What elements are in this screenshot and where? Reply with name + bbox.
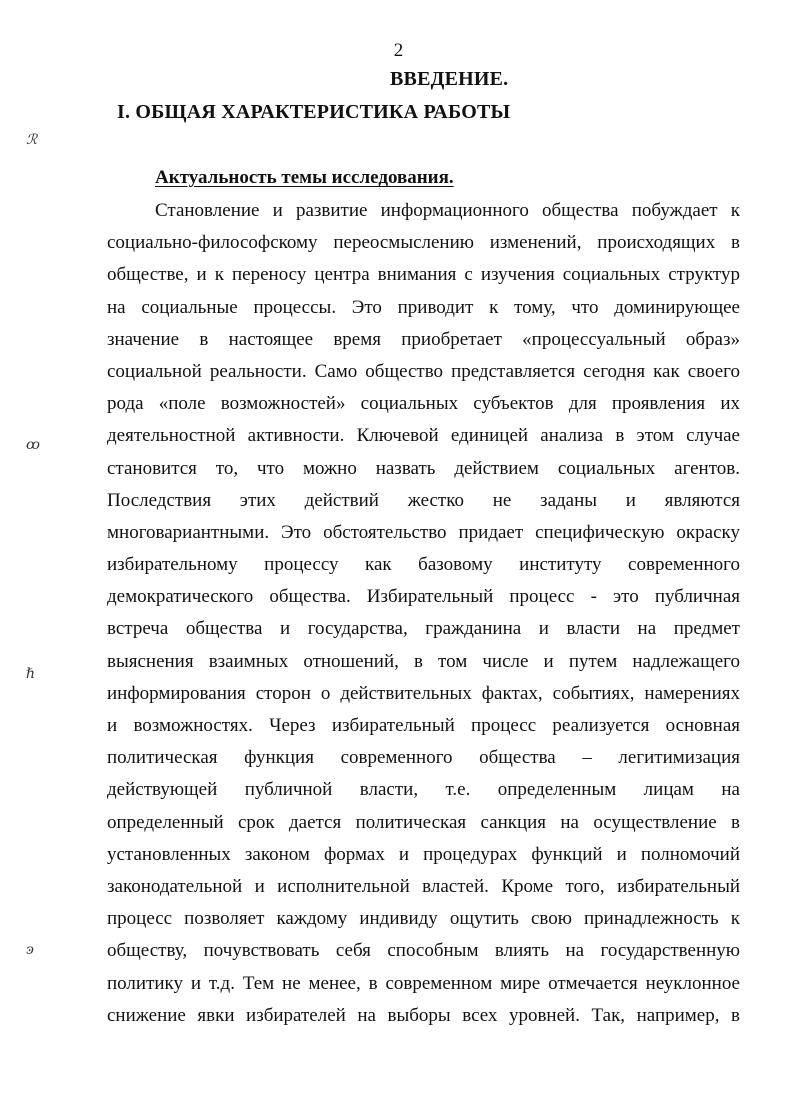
text-line: становится то, что можно назвать действием социальных агентов.	[107, 457, 740, 479]
text-line: снижение явки избирателей на выборы всех уровней. Так, например, в	[107, 1004, 740, 1026]
text-line: демократического общества. Избирательный процесс - это публичная	[107, 586, 740, 608]
text-line: социально-философскому переосмыслению изменений, происходящих в	[107, 232, 740, 254]
text-line: и возможностях. Через избирательный процесс реализуется основная	[107, 715, 740, 736]
text-line: действующей публичной власти, т.е. определенным лицам на	[107, 779, 740, 801]
section-heading: I. ОБЩАЯ ХАРАКТЕРИСТИКА РАБОТЫ	[117, 101, 511, 123]
text-line: обществе, и к переносу центра внимания с изучения социальных структур	[107, 264, 740, 286]
text-line: Последствия этих действий жестко не заданы и являются	[107, 489, 740, 511]
margin-mark: ꜿ	[26, 943, 34, 958]
text-line: выяснения взаимных отношений, в том числе и путем надлежащего	[107, 650, 740, 672]
text-line: политику и т.д. Тем не менее, в современном мире отмечается неуклонное	[107, 972, 740, 994]
text-line: значение в настоящее время приобретает «процессуальный образ»	[107, 328, 740, 350]
page-number: 2	[393, 40, 404, 61]
text-line: политическая функция современного общества – легитимизация	[107, 747, 740, 769]
text-line: на социальные процессы. Это приводит к тому, что доминирующее	[107, 296, 740, 318]
intro-heading: ВВЕДЕНИЕ.	[390, 68, 509, 90]
text-line: обществу, почувствовать себя способным влиять на государственную	[107, 940, 740, 962]
text-line: социальной реальности. Само общество представляется сегодня как своего	[107, 360, 740, 382]
body-paragraph	[107, 195, 740, 1032]
text-line: избирательному процессу как базовому институту современного	[107, 554, 740, 576]
margin-mark: ℏ	[26, 667, 36, 682]
text-line: рода «поле возможностей» социальных субъектов для проявления их	[107, 393, 740, 415]
text-line: деятельностной активности. Ключевой единицей анализа в этом случае	[107, 425, 740, 447]
margin-mark: ℛ	[26, 133, 38, 148]
text-line: установленных законом формах и процедурах функций и полномочий	[107, 843, 740, 865]
text-line: Становление и развитие информационного общества побуждает к	[155, 200, 740, 221]
subsection-heading: Актуальность темы исследования.	[155, 167, 454, 188]
text-line: законодательной и исполнительной властей. Кроме того, избирательный	[107, 875, 740, 897]
text-line: встреча общества и государства, гражданина и власти на предмет	[107, 618, 740, 640]
text-line: многовариантными. Это обстоятельство придает специфическую окраску	[107, 521, 740, 543]
text-line: процесс позволяет каждому индивиду ощутить свою принадлежность к	[107, 908, 740, 930]
text-line: информирования сторон о действительных фактах, событиях, намерениях	[107, 682, 740, 704]
margin-mark: ꝏ	[26, 438, 40, 453]
text-line: определенный срок дается политическая санкция на осуществление в	[107, 811, 740, 833]
